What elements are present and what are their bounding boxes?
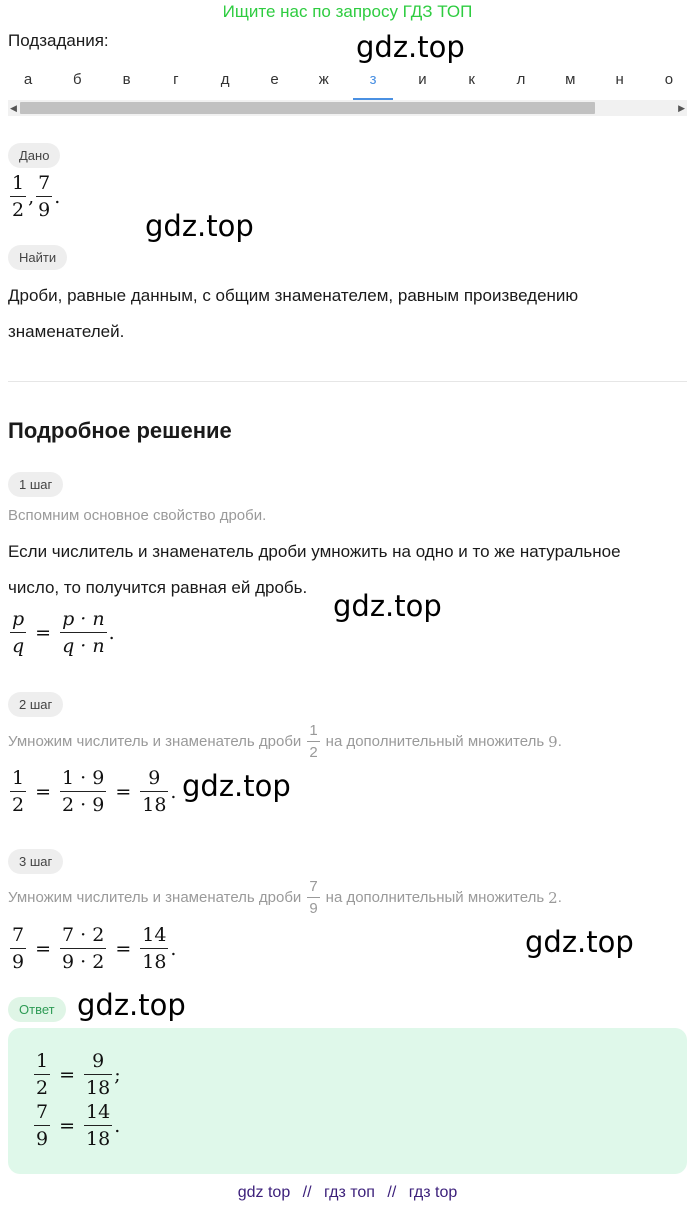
subtask-tabs: [0, 66, 695, 100]
answer-line1: $\frac{1}{2}$ = $\frac{9}{18}$ ;: [36, 1050, 121, 1099]
step2-hint: Умножим числитель и знаменатель дроби $\frac{1}{2}$ на дополнительный множитель 9 .: [8, 722, 562, 761]
fraction: $\frac{1}{2}$: [12, 172, 25, 221]
tab-subtask-6[interactable]: е: [270, 71, 279, 88]
step1-chip: 1 шаг: [8, 472, 63, 497]
find-chip: Найти: [8, 245, 67, 270]
step3-equation: $\frac{7}{9}$ = $\frac{7 \cdot 2}{9 \cdot 2}$ = $\frac{14}{18}$ .: [12, 924, 177, 973]
step1-text: Если числитель и знаменатель дроби умножить на одно и то же натуральное число, то получится равная ей дробь.: [8, 542, 621, 597]
tab-subtask-14[interactable]: о: [664, 71, 674, 88]
watermark: gdz.top: [525, 925, 634, 959]
find-text: Дроби, равные данным, с общим знаменателем, равным произведению знаменателей.: [8, 286, 579, 341]
tab-subtask-12[interactable]: м: [565, 71, 576, 88]
tabs-scrollbar[interactable]: [8, 100, 687, 116]
footer-separator: //: [387, 1184, 397, 1201]
step3-chip: 3 шаг: [8, 849, 63, 874]
fraction: $\frac{7}{9}$: [38, 172, 51, 221]
tab-subtask-7[interactable]: ж: [318, 71, 329, 88]
tab-subtask-8[interactable]: з: [353, 66, 393, 100]
watermark: gdz.top: [333, 589, 442, 623]
scroll-thumb[interactable]: [20, 102, 595, 114]
footer-link-gdz-top-mixed[interactable]: гдз top: [408, 1184, 458, 1201]
tab-subtask-5[interactable]: д: [220, 71, 230, 88]
answer-line2: $\frac{7}{9}$ = $\frac{14}{18}$ .: [36, 1101, 121, 1150]
search-banner: Ищите нас по запросу ГДЗ ТОП: [222, 2, 473, 21]
footer-links: [0, 1184, 695, 1202]
footer-link-gdz-top-ru[interactable]: гдз топ: [324, 1184, 375, 1201]
answer-chip: Ответ: [8, 997, 66, 1022]
footer-link-gdz-top[interactable]: gdz top: [237, 1184, 291, 1201]
given-chip: Дано: [8, 143, 60, 168]
tab-subtask-4[interactable]: г: [173, 71, 179, 88]
scroll-right-icon[interactable]: ▶: [678, 103, 685, 113]
step2-chip: 2 шаг: [8, 692, 63, 717]
tab-subtask-10[interactable]: к: [468, 71, 475, 88]
tab-subtask-11[interactable]: л: [516, 71, 526, 88]
tab-subtask-1[interactable]: а: [23, 71, 33, 88]
step1-formula: $\frac{p}{q}$ = $\frac{p \cdot n}{q \cdot n}$ .: [12, 608, 115, 657]
step1-hint: Вспомним основное свойство дроби.: [8, 507, 267, 524]
watermark: gdz.top: [145, 209, 254, 243]
tab-subtask-13[interactable]: н: [615, 71, 624, 88]
tab-subtask-9[interactable]: и: [418, 71, 427, 88]
step3-hint: Умножим числитель и знаменатель дроби $\frac{7}{9}$ на дополнительный множитель 2 .: [8, 878, 562, 917]
watermark: gdz.top: [356, 30, 465, 64]
tab-subtask-3[interactable]: в: [122, 71, 131, 88]
tab-subtask-2[interactable]: б: [73, 71, 82, 88]
divider: [8, 381, 687, 382]
solution-heading: Подробное решение: [8, 418, 232, 443]
given-fractions: $\frac{1}{2}$ , $\frac{7}{9}$ .: [12, 172, 61, 221]
watermark: gdz.top: [182, 769, 291, 803]
scroll-left-icon[interactable]: ◀: [10, 103, 17, 113]
watermark: gdz.top: [77, 988, 186, 1022]
footer-separator: //: [302, 1184, 312, 1201]
subtasks-title: Подзадания:: [8, 31, 109, 50]
step2-equation: $\frac{1}{2}$ = $\frac{1 \cdot 9}{2 \cdot 9}$ = $\frac{9}{18}$ .: [12, 767, 177, 816]
